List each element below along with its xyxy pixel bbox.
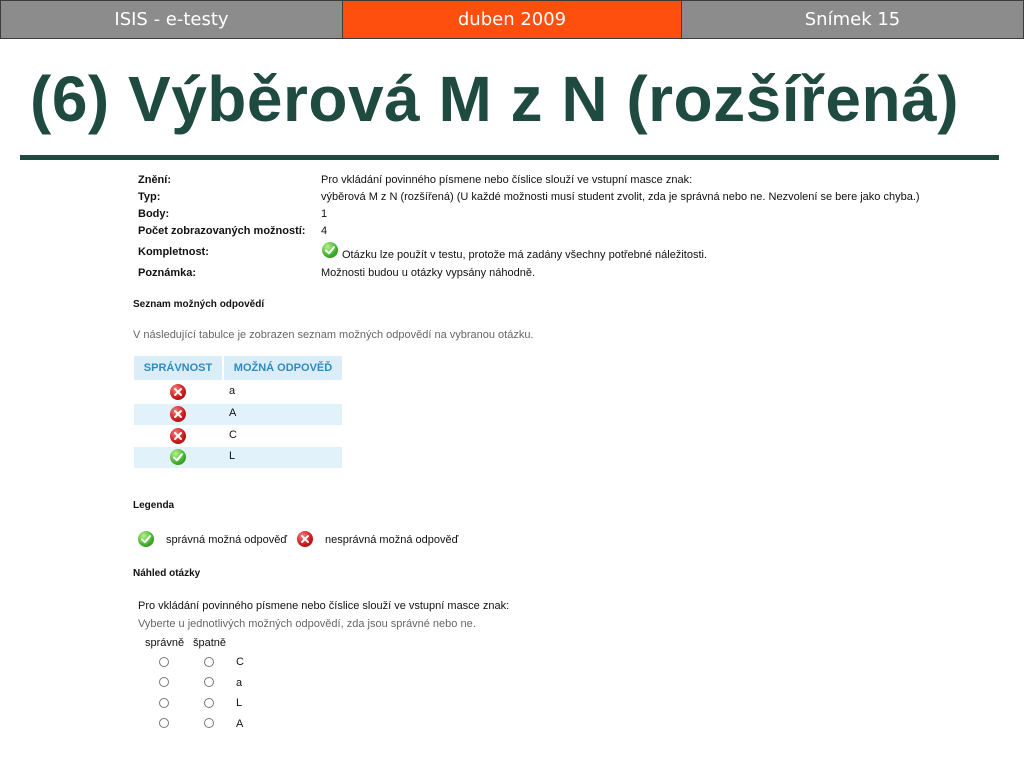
- info-value: Otázku lze použít v testu, protože má zadány všechny potřebné náležitosti.: [342, 249, 708, 261]
- slide-title: (6) Výběrová M z N (rozšířená): [30, 63, 959, 135]
- incorrect-icon: [297, 531, 313, 552]
- answer-text: C: [229, 429, 237, 441]
- answer-text: a: [229, 385, 236, 397]
- answers-description: V následující tabulce je zobrazen seznam možných odpovědí na vybranou otázku.: [133, 329, 534, 341]
- info-value: Možnosti budou u otázky vypsány náhodně.: [321, 267, 536, 279]
- header-slide-number: Snímek 15: [681, 0, 1024, 39]
- info-value: 4: [321, 225, 328, 237]
- legend-heading: Legenda: [133, 500, 175, 511]
- preview-instruction: Vyberte u jednotlivých možných odpovědí, zda jsou správné nebo ne.: [138, 618, 476, 630]
- table-row: [134, 447, 342, 468]
- radio-wrong[interactable]: [204, 657, 214, 667]
- slide-header: [0, 0, 1024, 41]
- answers-heading: Seznam možných odpovědí: [133, 299, 265, 310]
- radio-correct[interactable]: [159, 718, 169, 728]
- table-row: [134, 404, 342, 425]
- radio-wrong[interactable]: [204, 718, 214, 728]
- info-label: Počet zobrazovaných možností:: [138, 225, 306, 237]
- radio-wrong[interactable]: [204, 677, 214, 687]
- preview-heading: Náhled otázky: [133, 568, 201, 579]
- info-label: Poznámka:: [138, 267, 197, 279]
- legend: [138, 531, 478, 549]
- radio-correct[interactable]: [159, 657, 169, 667]
- info-value: 1: [321, 208, 328, 220]
- info-label: Znění:: [138, 174, 171, 186]
- answer-text: L: [229, 450, 236, 462]
- radio-correct[interactable]: [159, 677, 169, 687]
- column-header-answer: MOŽNÁ ODPOVĚĎ: [224, 356, 342, 380]
- title-divider: [20, 155, 999, 160]
- legend-correct-label: správná možná odpověď: [166, 534, 288, 546]
- preview-question: Pro vkládání povinného písmene nebo číslice slouží ve vstupní masce znak:: [138, 600, 510, 612]
- table-row: [134, 426, 342, 447]
- info-label: Typ:: [138, 191, 161, 203]
- header-date: duben 2009: [342, 0, 682, 39]
- answer-text: A: [229, 407, 237, 419]
- radio-wrong[interactable]: [204, 698, 214, 708]
- option-label: a: [236, 677, 243, 689]
- complete-icon: [322, 242, 338, 261]
- incorrect-icon: [170, 384, 186, 405]
- info-value: výběrová M z N (rozšířená) (U každé možnosti musí student zvolit, zda je správná nebo ne. Nezvolení se bere jako chyba.): [321, 191, 920, 203]
- option-label: A: [236, 718, 244, 730]
- header-presentation-name: ISIS - e-testy: [0, 0, 343, 39]
- info-label: Kompletnost:: [138, 246, 209, 258]
- incorrect-icon: [170, 428, 186, 449]
- info-value: Pro vkládání povinného písmene nebo číslice slouží ve vstupní masce znak:: [321, 174, 693, 186]
- option-label: L: [236, 697, 243, 709]
- column-header-correctness: SPRÁVNOST: [134, 356, 222, 380]
- incorrect-icon: [170, 406, 186, 427]
- correct-icon: [138, 531, 154, 552]
- table-row: [134, 382, 342, 403]
- info-label: Body:: [138, 208, 170, 220]
- radio-correct[interactable]: [159, 698, 169, 708]
- correct-icon: [170, 449, 186, 470]
- legend-incorrect-label: nesprávná možná odpověď: [325, 534, 459, 546]
- option-label: C: [236, 656, 244, 668]
- column-label-wrong: špatně: [193, 637, 227, 649]
- column-label-correct: správně: [145, 637, 185, 649]
